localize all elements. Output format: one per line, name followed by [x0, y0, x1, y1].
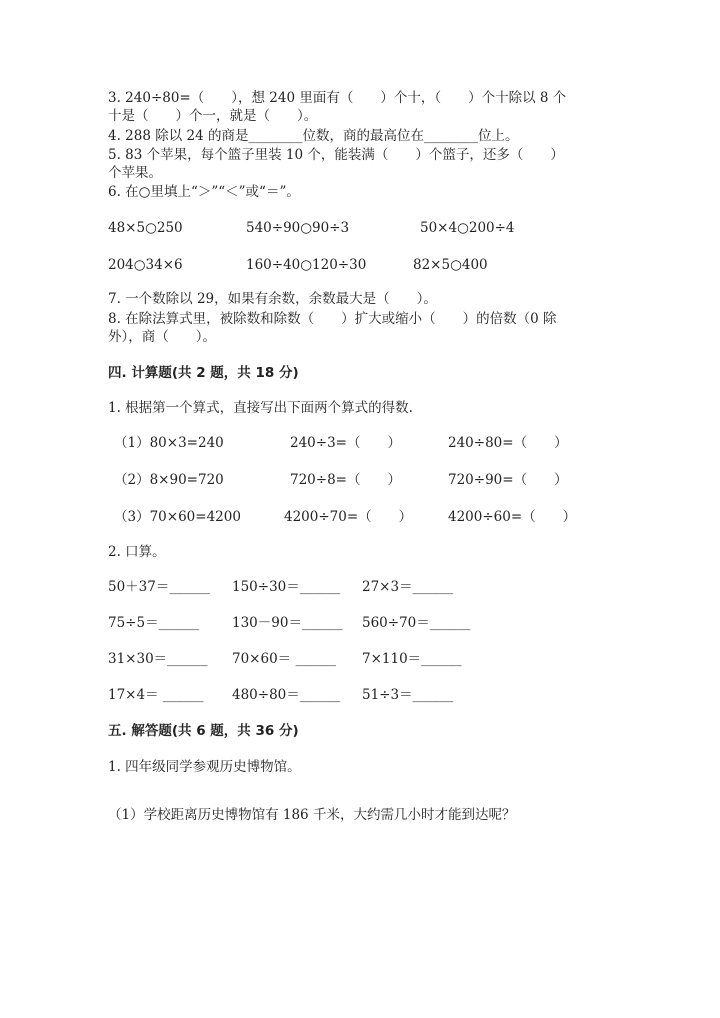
- mental-math-item: 150÷30＝______: [232, 579, 341, 595]
- calc-item: （3）70×60=4200: [114, 509, 241, 525]
- comparison-item: 160÷40○120÷30: [246, 257, 367, 273]
- section-4-q1-prompt: 1. 根据第一个算式，直接写出下面两个算式的得数.: [108, 400, 413, 416]
- comparison-item: 204○34×6: [108, 257, 183, 273]
- question-4: 4. 288 除以 24 的商是________位数，商的最高位在________位上。: [108, 128, 519, 144]
- section-5-q1-prompt: 1. 四年级同学参观历史博物馆。: [108, 759, 301, 775]
- mental-math-item: 27×3＝______: [362, 579, 454, 595]
- mental-math-item: 17×4＝ ______: [108, 687, 204, 703]
- calc-item: （2）8×90=720: [114, 472, 224, 488]
- mental-math-item: 50＋37＝______: [108, 579, 210, 595]
- calc-item: （1）80×3=240: [114, 435, 224, 451]
- question-8-line-1: 8. 在除法算式里，被除数和除数（ ）扩大或缩小（ ）的倍数（0 除: [108, 311, 557, 327]
- section-5-q1-sub1: （1）学校距离历史博物馆有 186 千米，大约需几小时才能到达呢？: [108, 807, 516, 823]
- comparison-item: 50×4○200÷4: [420, 220, 515, 236]
- question-8-line-2: 外），商（ ）。: [108, 329, 216, 345]
- question-7: 7. 一个数除以 29，如果有余数，余数最大是（ ）。: [108, 291, 437, 307]
- question-3-line-2: 十是（ ）个一，就是（ ）。: [108, 108, 318, 124]
- comparison-item: 82×5○400: [413, 257, 488, 273]
- mental-math-item: 130－90＝______: [232, 615, 343, 631]
- question-5-line-1: 5. 83 个苹果，每个篮子里装 10 个，能装满（ ）个篮子，还多（ ）: [108, 147, 564, 163]
- calc-item: 240÷80=（ ）: [448, 435, 568, 451]
- mental-math-item: 480÷80＝______: [232, 687, 341, 703]
- question-3-line-1: 3. 240÷80=（ ），想 240 里面有（ ）个十，（ ）个十除以 8 个: [108, 90, 567, 106]
- mental-math-item: 560÷70＝______: [362, 615, 471, 631]
- calc-item: 4200÷60=（ ）: [448, 509, 577, 525]
- question-5-line-2: 个苹果。: [108, 165, 162, 181]
- mental-math-item: 7×110＝______: [362, 651, 462, 667]
- section-4-title: 四. 计算题(共 2 题，共 18 分): [108, 365, 299, 381]
- mental-math-item: 70×60＝ ______: [232, 651, 336, 667]
- calc-item: 240÷3=（ ）: [290, 435, 401, 451]
- question-6-prompt: 6. 在○里填上“＞”“＜”或“＝”。: [108, 184, 300, 200]
- calc-item: 720÷8=（ ）: [290, 472, 401, 488]
- section-4-q2-prompt: 2. 口算。: [108, 544, 166, 560]
- mental-math-item: 31×30＝______: [108, 651, 208, 667]
- calc-item: 720÷90=（ ）: [448, 472, 568, 488]
- comparison-item: 48×5○250: [108, 220, 183, 236]
- mental-math-item: 75÷5＝______: [108, 615, 200, 631]
- comparison-item: 540÷90○90÷3: [246, 220, 350, 236]
- mental-math-item: 51÷3＝______: [362, 687, 454, 703]
- section-5-title: 五. 解答题(共 6 题，共 36 分): [108, 723, 299, 739]
- calc-item: 4200÷70=（ ）: [284, 509, 413, 525]
